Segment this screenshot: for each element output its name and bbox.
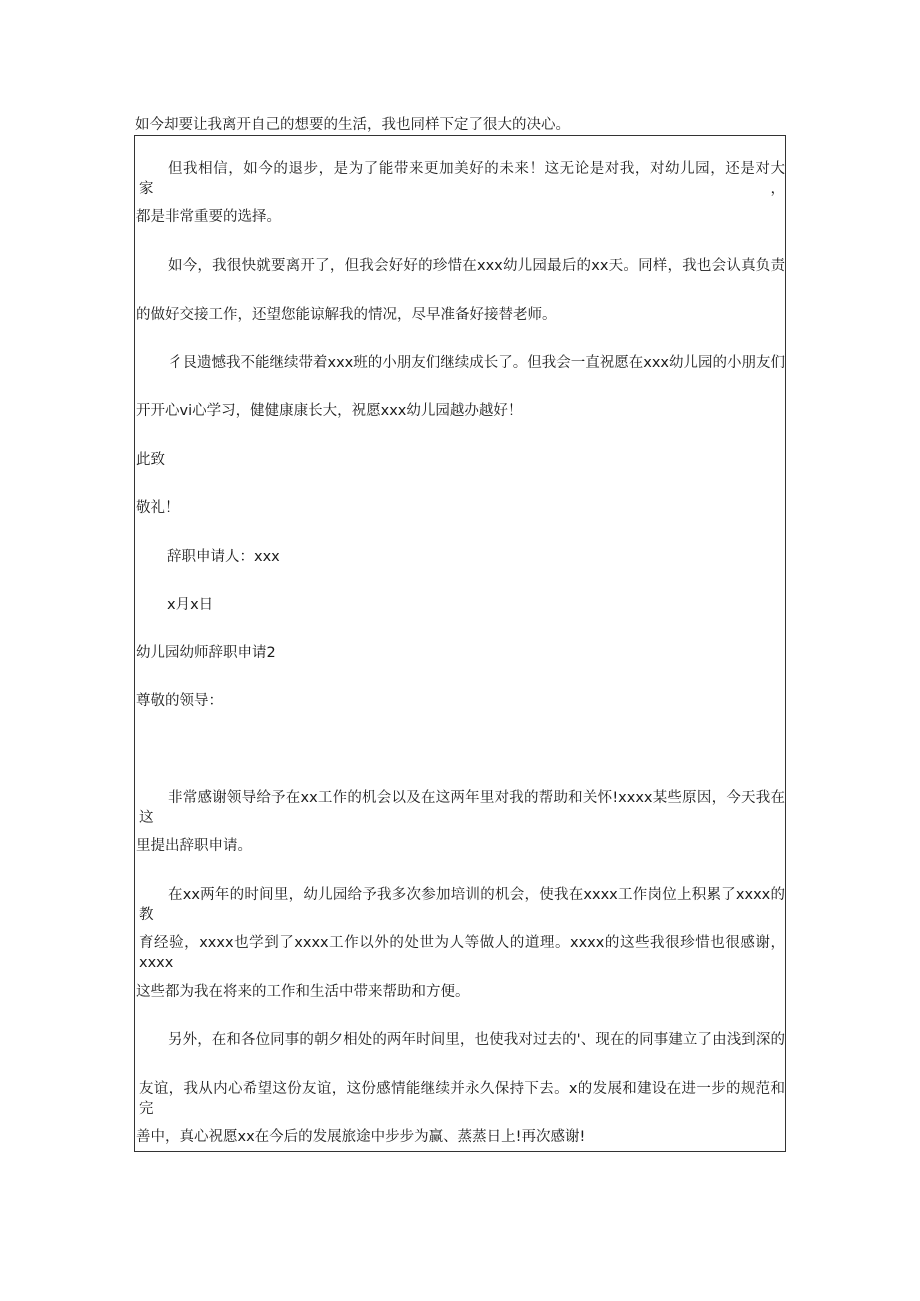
letter2-paragraph1-line2: 里提出辞职申请。 [136,838,252,854]
letter1-paragraph3-line1: 彳艮遗憾我不能继续带着xxx班的小朋友们继续成长了。但我会一直祝愿在xxx幼儿园的小朋友们 [168,355,785,371]
letter2-paragraph3-line1: 另外，在和各位同事的朝夕相处的两年时间里，也使我对过去的'、现在的同事建立了由浅到深的 [168,1032,785,1048]
letter1-paragraph2-line2: 的做好交接工作，还望您能谅解我的情况，尽早准备好接替老师。 [136,307,557,323]
applicant-signature: 辞职申请人：xxx [167,549,280,565]
letter2-paragraph2-line2: 育经验，xxxx也学到了xxxx工作以外的处世为人等做人的道理。xxxx的这些我很珍惜也很感谢，xxxx [139,935,785,971]
letter2-paragraph3-line3: 善中，真心祝愿xx在今后的发展旅途中步步为赢、蒸蒸日上!再次感谢! [136,1129,586,1145]
preceding-text-line: 如今却要让我离开自己的想要的生活，我也同样下定了很大的决心。 [135,117,570,133]
closing-salutation: 此致 [136,452,165,468]
closing-regards: 敬礼！ [136,500,180,516]
letter2-paragraph2-line3: 这些都为我在将来的工作和生活中带来帮助和方便。 [136,984,470,1000]
section-title: 幼儿园幼师辞职申请2 [136,645,276,661]
letter2-paragraph1-line1: 非常感谢领导给予在xx工作的机会以及在这两年里对我的帮助和关怀!xxxx某些原因，今天我在这 [139,790,785,826]
letter1-paragraph1-line1: 但我相信，如今的退步，是为了能带来更加美好的未来！这无论是对我，对幼儿园，还是对大家， [139,161,785,197]
letter2-paragraph2-line1: 在xx两年的时间里，幼儿园给予我多次参加培训的机会，使我在xxxx工作岗位上积累了xxxx的教 [139,887,785,923]
letter1-paragraph3-line2: 开开心vi心学习，健健康康长大，祝愿xxx幼儿园越办越好！ [136,403,523,419]
letter-date: x月x日 [167,597,214,613]
letter1-paragraph2-line1: 如今，我很快就要离开了，但我会好好的珍惜在xxx幼儿园最后的xx天。同样，我也会认真负责 [168,258,785,274]
letter1-paragraph1-line2: 都是非常重要的选择。 [136,209,281,225]
letter2-paragraph3-line2: 友谊，我从内心希望这份友谊，这份感情能继续并永久保持下去。x的发展和建设在进一步的规范和完 [139,1081,785,1117]
letter2-greeting: 尊敬的领导： [136,693,223,709]
